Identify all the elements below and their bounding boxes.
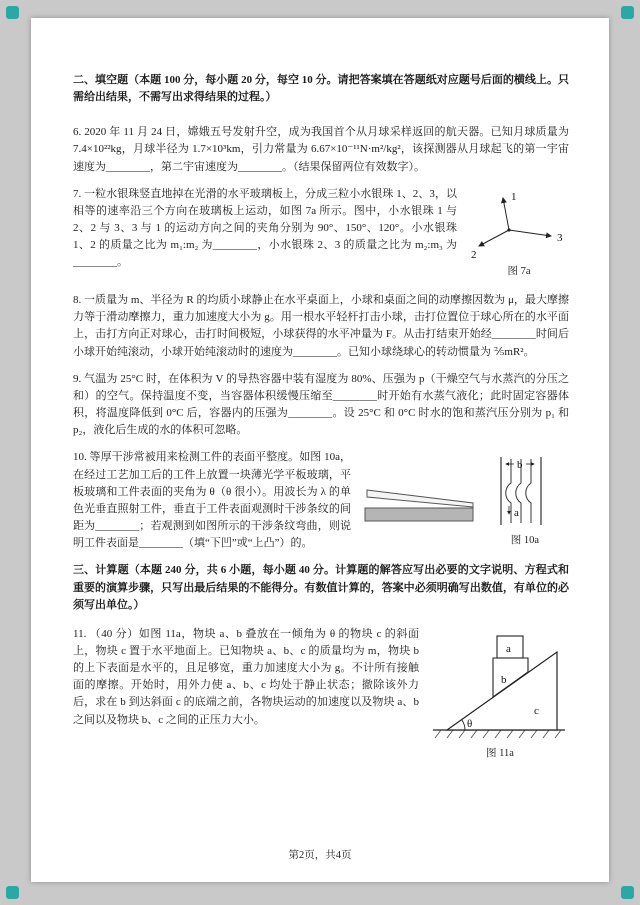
question-6-text: 6. 2020 年 11 月 24 日，嫦娥五号发射升空，成为我国首个从月球采样返回的航天器。已知月球质量为 7.4×10²²kg，月球半径为 1.7×10³km，引力常量为 6.67×10⁻¹¹N·m²/kg²，该探测器从月球起飞的第一宇宙速度为________，第二宇宙速度为________。（结果保留两位有效数字）。 [73, 126, 569, 173]
exam-page [31, 18, 609, 882]
question-9 [73, 371, 569, 440]
fringe-line-3 [526, 459, 531, 523]
corner-marker-bottom-right [621, 886, 634, 899]
glass-plate [367, 490, 473, 507]
question-7 [73, 186, 569, 282]
velocity-arrow-2 [479, 230, 509, 246]
question-8 [73, 292, 569, 361]
drop-3-label: 3 [557, 231, 563, 244]
question-6 [73, 124, 569, 175]
drop-2-label: 2 [471, 248, 477, 261]
question-9-text: 9. 气温为 25°C 时，在体积为 V 的导热容器中装有湿度为 80%、压强为 p（干燥空气与水蒸汽的分压之和）的空气。保持温度不变，当容器体积缓慢压缩至________时开始有水蒸气液化；此时固定容器体积，将温度降低到 0°C 后，容器内的压强为________。设 25°C 和 0°C 时水的饱和蒸汽压分别为 p₁ 和 p₂，液化后生成的水的体积可忽略。 [73, 372, 569, 437]
fringe-spacing-b-label: b [517, 459, 523, 472]
question-7-text: 7. 一粒水银珠竖直地掉在光滑的水平玻璃板上，分成三粒小水银珠 1、2、3，以相等的速率沿三个方向在玻璃板上运动，如图 7a 所示。图中，小水银珠 1 与 2、2 与 3、3 与 1 的运动方向之间的夹角分别为 90°、150°、120°。小水银珠 1、2 的质量之比为 m₁:m₂ 为________，小水银珠 2、3 的质量之比为 m₂:m₃ 为________。 [73, 187, 457, 269]
theta-label: θ [467, 717, 473, 730]
corner-marker-bottom-left [6, 886, 19, 899]
question-8-text: 8. 一质量为 m、半径为 R 的均质小球静止在水平桌面上，小球和桌面之间的动摩擦因数为 μ，最大摩擦力等于滑动摩擦力，重力加速度大小为 g。用一根水平轻杆打击小球，击打位置位于球心所在的水平面上，击打方向正对球心，击打时间极短，小球获得的水平冲量为 F。从击打结束开始经________时间后小球开始纯滚动，小球开始纯滚动时的速度为________。已知小球绕球心的转动惯量为 ⅖mR²。 [73, 294, 569, 358]
drop-1-label: 1 [511, 190, 517, 203]
block-a-label: a [506, 642, 511, 655]
figure-10a-caption: 图 10a [510, 535, 539, 547]
question-11 [73, 626, 569, 764]
split-point [507, 228, 510, 231]
question-10 [73, 449, 569, 552]
page-number: 第2页，共4页 [288, 849, 352, 861]
corner-marker-top-left [6, 6, 19, 19]
wedge-c-label: c [534, 704, 539, 717]
ground-hatching [435, 730, 561, 738]
workpiece-slab [365, 508, 473, 521]
section-fill-blank-heading: 二、填空题（本题 100 分，每小题 20 分，每空 10 分。请把答案填在答题纸对应题号后面的横线上。只需给出结果，不需写出求得结果的过程。） [73, 74, 569, 104]
figure-10a [363, 451, 569, 549]
fringe-bend-a-label: a [514, 507, 519, 520]
fringe-line-1 [506, 459, 511, 523]
block-b-label: b [501, 673, 507, 686]
question-11-text: 11. （40 分）如图 11a，物块 a、b 叠放在一倾角为 θ 的物块 c 的斜面上，物块 c 置于水平地面上。已知物块 a、b、c 的质量均为 m，物块 b 的上下表面是水平的，且足够宽，重力加速度大小为 g。不计所有接触面的摩擦。开始时，用外力使 a、b、c 均处于静止状态；撤除该外力后，求在 b 到达斜面 c 的底端之前，各物块运动的加速度以及物块 a、b 之间以及物块 b、c 之间的正压力大小。 [73, 627, 419, 726]
velocity-arrow-1 [503, 198, 509, 230]
figure-11a-caption: 图 11a [486, 747, 514, 759]
mercury-drops-diagram [469, 188, 569, 262]
section-calculation-heading: 三、计算题（本题 240 分，共 6 小题，每小题 40 分。计算题的解答应写出必要的文字说明、方程式和重要的演算步骤，只写出最后结果的不能得分。有数值计算的，答案中必须明确写出数值，有单位的必须写出单位。） [73, 564, 569, 611]
velocity-arrow-3 [509, 230, 551, 236]
figure-7a [469, 188, 569, 280]
question-10-text: 10. 等厚干涉常被用来检测工件的表面平整度。如图 10a，在经过工艺加工后的工件上放置一块薄光学平板玻璃，平板玻璃和工件表面的夹角为 θ（θ 很小）。用波长为 λ 的单色光垂直照射工件，垂直于工件表面观测时干涉条纹的间距为________；若观测到如图所示的干涉条纹弯曲，则说明工件表面是________（填“下凹”或“上凸”）的。 [73, 451, 351, 550]
figure-7a-caption: 图 7a [507, 265, 531, 277]
figure-11a [431, 628, 569, 762]
interference-diagram [363, 451, 569, 531]
blocks-on-incline-diagram [431, 628, 569, 744]
corner-marker-top-right [621, 6, 634, 19]
